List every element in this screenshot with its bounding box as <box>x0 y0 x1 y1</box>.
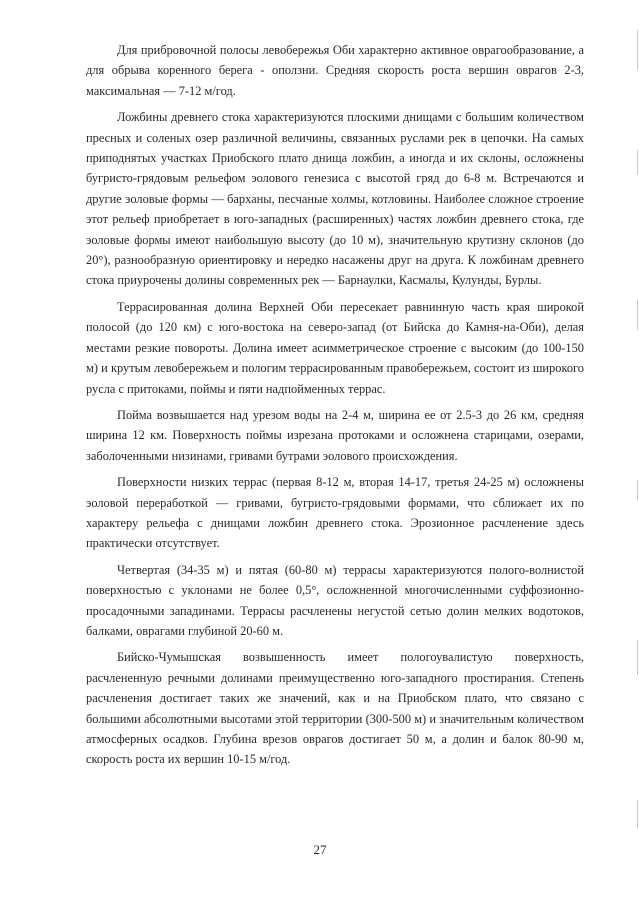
paragraph: Ложбины древнего стока характеризуются плоскими днищами с большим количеством пресных и соленых озер различной величины, связанных руслами рек в цепочки. На самых приподнятых участках Приобского плато днища ложбин, а иногда и их склоны, осложнены бугристо-грядовым рельефом эолового генезиса с высотой гряд до 6-8 м. Встречаются и другие эоловые формы — барханы, песчаные холмы, котловины. Наиболее сложное строение этот рельеф приобретает в юго-западных (расширенных) частях ложбин древнего стока, где эоловые формы имеют наибольшую высоту (до 10 м), значительную крутизну склонов (до 20°), разнообразную ориентировку и нередко насажены друг на друга. К ложбинам древнего стока приурочены долины современных рек — Барнаулки, Касмалы, Кулунды, Бурлы. <box>86 110 584 288</box>
page-number: 27 <box>313 842 327 857</box>
body-text <box>86 40 584 776</box>
paragraph: Поверхности низких террас (первая 8-12 м, вторая 14-17, третья 24-25 м) осложнены эоловой переработкой — гривами, бугристо-грядовыми формами, что сближает их по характеру рельефа с днищами ложбин древнего стока. Эрозионное расчленение здесь практически отсутствует. <box>86 475 584 551</box>
scan-edge-artifact <box>632 0 638 905</box>
paragraph: Пойма возвышается над урезом воды на 2-4 м, ширина ее от 2.5-3 до 26 км, средняя ширина 12 км. Поверхность поймы изрезана протоками и осложнена старицами, озерами, заболоченными низинами, гривами бутрами эолового происхождения. <box>86 407 584 463</box>
paragraph: Для прибровочной полосы левобережья Оби характерно активное оврагообразование, а для обрыва коренного берега - оползни. Средняя скорость роста вершин оврагов 2-3, максимальная — 7-12 м/год. <box>86 43 584 98</box>
paragraph: Четвертая (34-35 м) и пятая (60-80 м) террасы характеризуются полого-волнистой поверхностью с уклонами не более 0,5°, осложненной многочисленными суффозионно-просадочными западинами. Террасы расчленены негустой сетью долин мелких водотоков, балками, оврагами глубиной 20-60 м. <box>86 562 584 638</box>
paragraph: Террасированная долина Верхней Оби пересекает равнинную часть края широкой полосой (до 120 км) с юго-востока на северо-запад (от Бийска до Камня-на-Оби), делая местами резкие повороты. Долина имеет асимметрическое строение с высоким (до 100-150 м) и крутым левобережьем и пологим террасированным правобережьем, состоит из широкого русла с притоками, поймы и пяти надпойменных террас. <box>86 299 584 396</box>
paragraph: Бийско-Чумышская возвышенность имеет пологоувалистую поверхность, расчлененную речными долинами преимущественно юго-западного простирания. Степень расчленения достигает таких же значений, как и на Приобском плато, что связано с большими абсолютными высотами этой территории (300-500 м) и значительным количеством атмосферных осадков. Глубина врезов оврагов достигает 50 м, а долин и балок 80-90 м, скорость роста их вершин 10-15 м/год. <box>86 650 584 767</box>
